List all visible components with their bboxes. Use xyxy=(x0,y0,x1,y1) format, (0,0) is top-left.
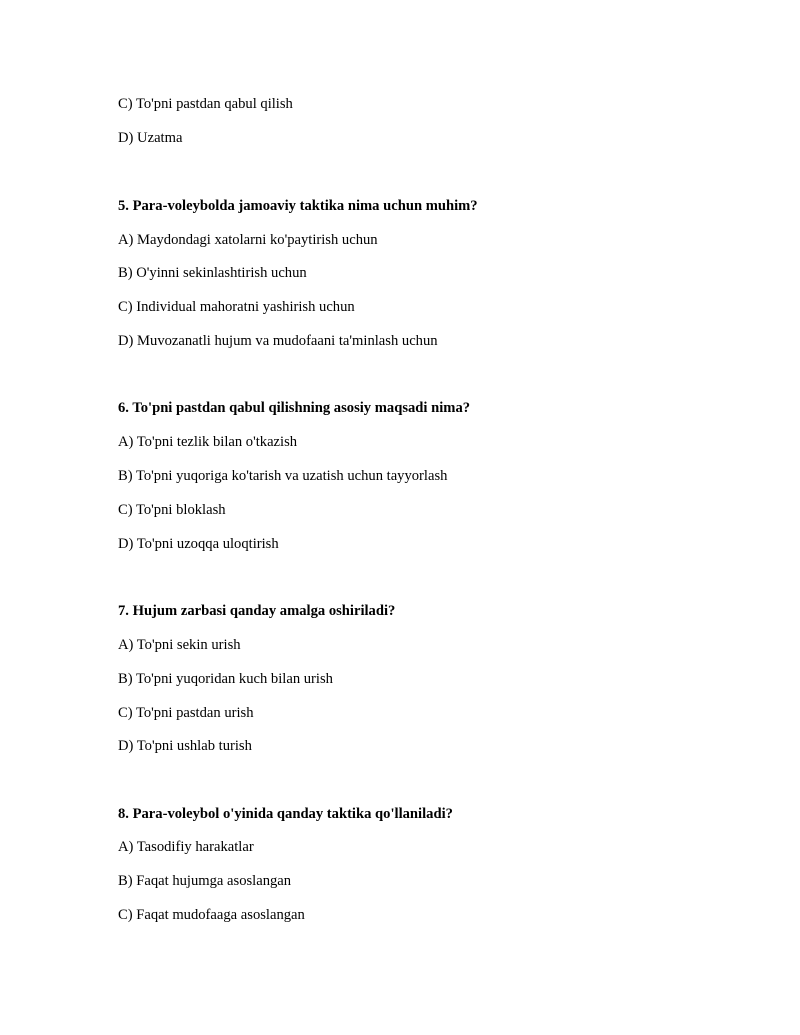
option-line: D) Uzatma xyxy=(118,130,183,146)
option-line: D) To'pni uzoqqa uloqtirish xyxy=(118,536,279,552)
option-line: D) To'pni ushlab turish xyxy=(118,738,252,754)
option-line: C) To'pni pastdan urish xyxy=(118,705,254,721)
option-line: B) Faqat hujumga asoslangan xyxy=(118,873,292,889)
option-line: B) To'pni yuqoriga ko'tarish va uzatish uchun tayyorlash xyxy=(118,468,448,484)
option-line: C) Faqat mudofaaga asoslangan xyxy=(118,907,305,923)
option-line: B) O'yinni sekinlashtirish uchun xyxy=(118,265,307,281)
option-line: B) To'pni yuqoridan kuch bilan urish xyxy=(118,671,333,687)
option-line: C) To'pni pastdan qabul qilish xyxy=(118,96,293,112)
option-line: A) To'pni sekin urish xyxy=(118,637,241,653)
option-line: C) To'pni bloklash xyxy=(118,502,226,518)
question-heading: 5. Para-voleybolda jamoaviy taktika nima uchun muhim? xyxy=(118,198,478,214)
option-line: A) Tasodifiy harakatlar xyxy=(118,839,254,855)
option-line: A) To'pni tezlik bilan o'tkazish xyxy=(118,434,298,450)
question-heading: 6. To'pni pastdan qabul qilishning asosiy maqsadi nima? xyxy=(118,400,471,416)
option-line: D) Muvozanatli hujum va mudofaani ta'minlash uchun xyxy=(118,333,438,349)
question-heading: 8. Para-voleybol o'yinida qanday taktika qo'llaniladi? xyxy=(118,806,453,822)
option-line: C) Individual mahoratni yashirish uchun xyxy=(118,299,355,315)
option-line: A) Maydondagi xatolarni ko'paytirish uchun xyxy=(118,232,378,248)
question-heading: 7. Hujum zarbasi qanday amalga oshiriladi? xyxy=(118,603,396,619)
